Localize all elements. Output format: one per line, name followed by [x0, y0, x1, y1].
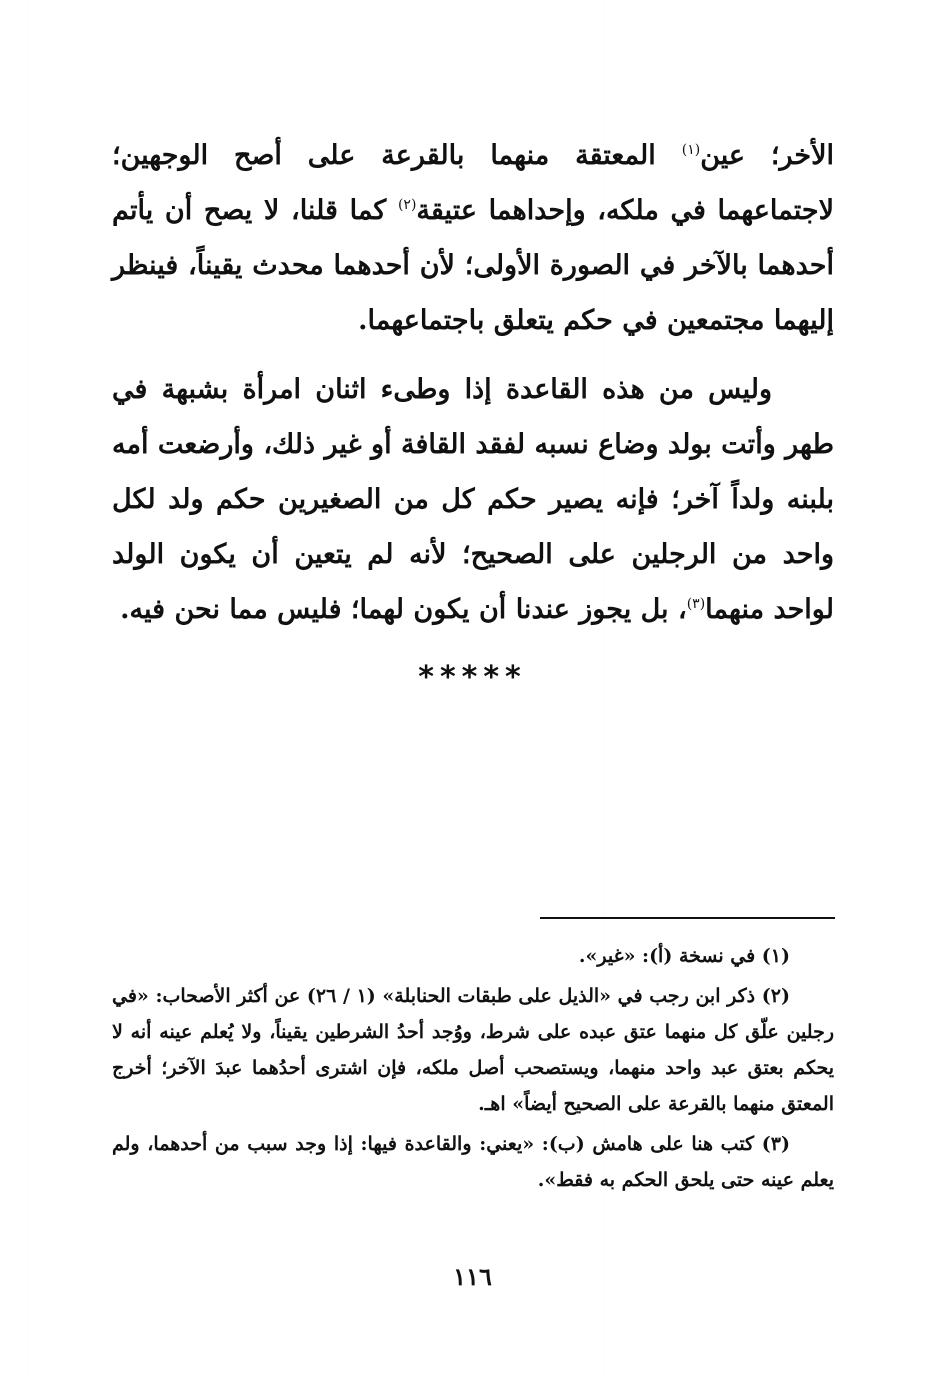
section-separator: ***** — [418, 660, 527, 695]
footnote-ref-3: (٣) — [686, 596, 706, 612]
paragraph-1-part-2: المعتقة منهما بالقرعة على أصح الوجهين؛ لاجتماعهما في ملكه، وإحداهما عتيقة — [112, 140, 834, 226]
footnote-1: (١) في نسخة (أ): «غير». — [578, 945, 790, 967]
footnote-divider — [540, 917, 835, 919]
paragraph-2-part-1: وليس من هذه القاعدة إذا وطىء اثنان امرأة بشبهة في طهر وأتت بولد وضاع نسبه لفقد القافة أو غير ذلك، وأرضعت أمه بلبنه ولداً آخر؛ فإنه يصير حكم كل من الصغيرين حكم ولد لكل واحد من الرجلين على الصحيح؛ لأنه لم يتعين أن يكون الولد لواحد منهما — [112, 374, 835, 625]
footnote-ref-1: (١) — [681, 142, 701, 158]
main-text — [112, 128, 834, 637]
paragraph-1-part-1: الأخر؛ عين — [700, 140, 834, 171]
paragraph-1 — [112, 128, 834, 348]
paragraph-2 — [112, 362, 834, 637]
footnotes — [112, 938, 834, 1202]
page-number: ١١٦ — [453, 1262, 492, 1291]
footnote-2: (٢) ذكر ابن رجب في «الذيل على طبقات الحنابلة» (١ / ٢٦) عن أكثر الأصحاب: «في رجلين علّق كل منهما عتق عبده على شرط، ووُجد أحدُ الشرطين يقيناً، ولا يُعلم عينه أنه لا يحكم بعتق عبد واحد منهما، ويستصحب أصل ملكه، فإن اشترى أحدُهما عبدَ الآخر؛ أخرج المعتق منهما بالقرعة على الصحيح أيضاً» اهـ. — [112, 985, 834, 1115]
paragraph-2-part-2: ، بل يجوز عندنا أن يكون لهما؛ فليس مما نحن فيه. — [120, 594, 687, 625]
paragraph-1-part-3: كما قلنا، لا يصح أن يأتم أحدهما بالآخر في الصورة الأولى؛ لأن أحدهما محدث يقيناً، فينظر إليهما مجتمعين في حكم يتعلق باجتماعهما. — [112, 195, 834, 336]
footnote-ref-2: (٢) — [397, 197, 417, 213]
footnote-3: (٣) كتب هنا على هامش (ب): «يعني: والقاعدة فيها: إذا وجد سبب من أحدهما، ولم يعلم عينه حتى يلحق الحكم به فقط». — [112, 1133, 834, 1191]
